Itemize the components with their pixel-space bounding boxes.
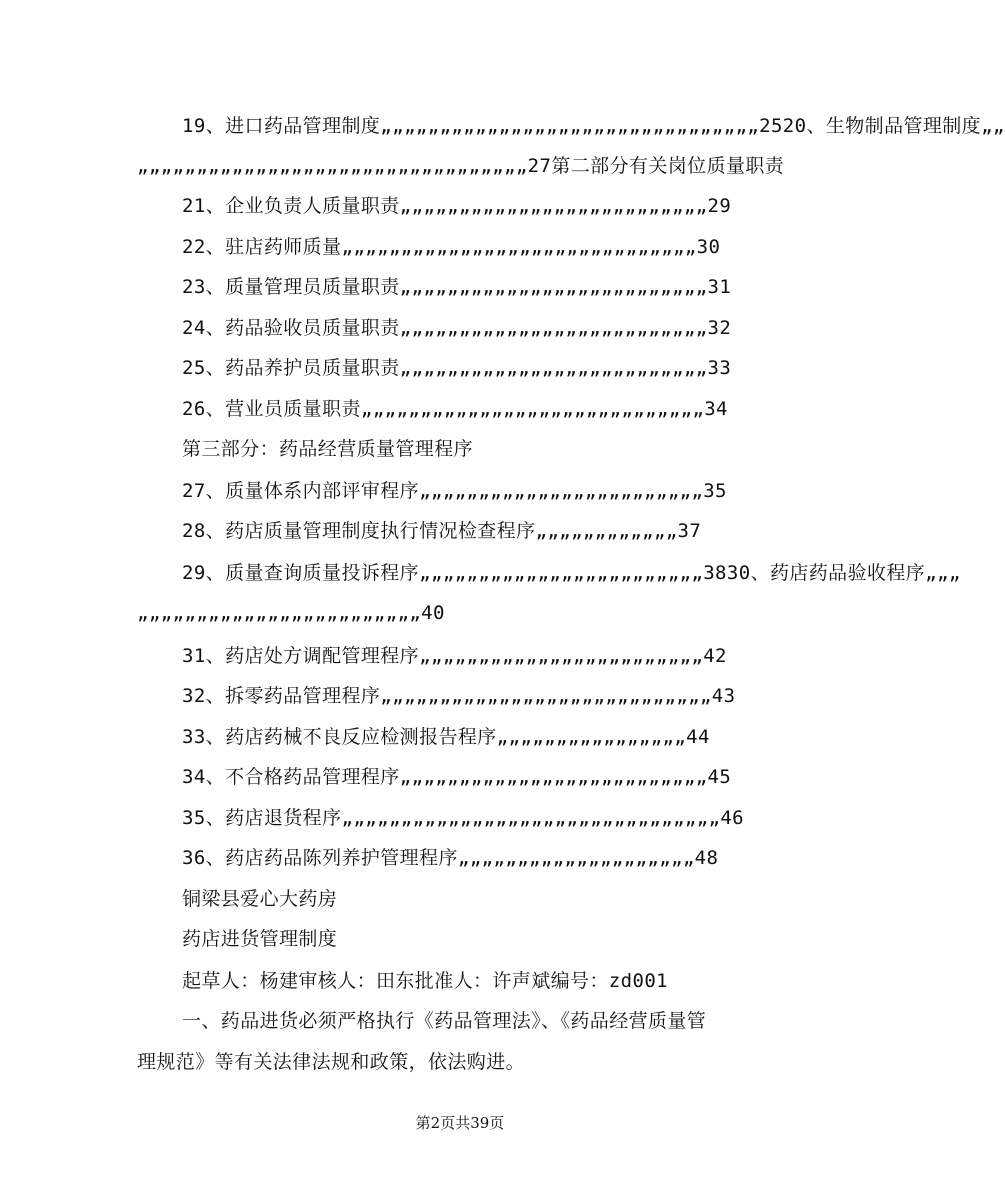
toc-line: 33、药店药械不良反应检测报告程序„„„„„„„„„„„„„„„„44	[182, 726, 710, 748]
toc-line: 32、拆零药品管理程序„„„„„„„„„„„„„„„„„„„„„„„„„„„„43	[182, 685, 736, 707]
toc-line: 24、药品验收员质量职责„„„„„„„„„„„„„„„„„„„„„„„„„„32	[182, 317, 732, 339]
toc-line: 36、药店药品陈列养护管理程序„„„„„„„„„„„„„„„„„„„„48	[182, 847, 719, 869]
toc-line: 22、驻店药师质量„„„„„„„„„„„„„„„„„„„„„„„„„„„„„„30	[182, 236, 721, 258]
document-title: 药店进货管理制度	[182, 928, 338, 950]
pharmacy-name: 铜梁县爱心大药房	[182, 888, 338, 910]
toc-line: 34、不合格药品管理程序„„„„„„„„„„„„„„„„„„„„„„„„„„45	[182, 766, 732, 788]
author-info: 起草人：杨建审核人：田东批准人：许声斌编号：zd001	[182, 970, 668, 992]
toc-line: 31、药店处方调配管理程序„„„„„„„„„„„„„„„„„„„„„„„„42	[182, 645, 727, 667]
toc-line: 23、质量管理员质量职责„„„„„„„„„„„„„„„„„„„„„„„„„„31	[182, 276, 732, 298]
toc-line: 27、质量体系内部评审程序„„„„„„„„„„„„„„„„„„„„„„„„35	[182, 480, 727, 502]
toc-line: 28、药店质量管理制度执行情况检查程序„„„„„„„„„„„„37	[182, 520, 702, 542]
paragraph-line: 理规范》等有关法律法规和政策，依法购进。	[137, 1051, 526, 1073]
toc-line: 19、进口药品管理制度„„„„„„„„„„„„„„„„„„„„„„„„„„„„„„„„2520、生物制品管理制度„„	[182, 115, 1005, 137]
toc-line: 21、企业负责人质量职责„„„„„„„„„„„„„„„„„„„„„„„„„„29	[182, 195, 732, 217]
page-number: 第2页共39页	[415, 1114, 505, 1132]
toc-line: 29、质量查询质量投诉程序„„„„„„„„„„„„„„„„„„„„„„„„3830、药店药品验收程序„„„	[182, 562, 961, 584]
toc-line: „„„„„„„„„„„„„„„„„„„„„„„„„„„„„„„„„27第二部分有关岗位质量职责	[137, 155, 785, 177]
toc-line: 35、药店退货程序„„„„„„„„„„„„„„„„„„„„„„„„„„„„„„„„46	[182, 807, 745, 829]
section-heading: 第三部分：药品经营质量管理程序	[182, 438, 474, 460]
toc-line: 25、药品养护员质量职责„„„„„„„„„„„„„„„„„„„„„„„„„„33	[182, 357, 732, 379]
toc-line: „„„„„„„„„„„„„„„„„„„„„„„„40	[137, 602, 445, 624]
toc-line: 26、营业员质量职责„„„„„„„„„„„„„„„„„„„„„„„„„„„„„34	[182, 398, 728, 420]
paragraph-line: 一、药品进货必须严格执行《药品管理法》、《药品经营质量管	[182, 1010, 707, 1032]
